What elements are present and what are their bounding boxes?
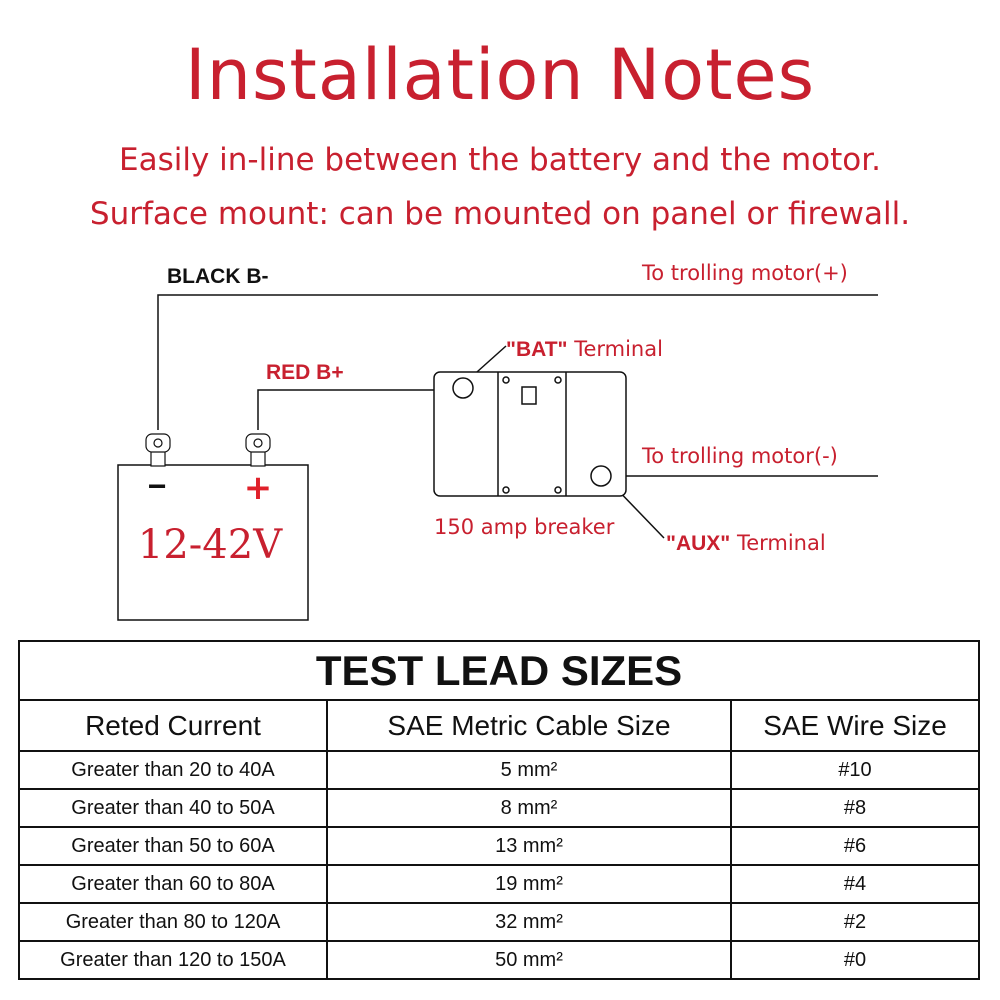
table-row <box>19 827 979 865</box>
aux-terminal-label: "AUX" Terminal <box>666 531 826 555</box>
cell-metric: 19 mm² <box>327 865 731 903</box>
cell-current: Greater than 120 to 150A <box>19 941 327 979</box>
cell-wire: #2 <box>731 903 979 941</box>
battery <box>118 434 308 620</box>
cell-current: Greater than 60 to 80A <box>19 865 327 903</box>
column-header-metric: SAE Metric Cable Size <box>327 700 731 751</box>
cell-current: Greater than 50 to 60A <box>19 827 327 865</box>
table-row <box>19 903 979 941</box>
cell-metric: 32 mm² <box>327 903 731 941</box>
bat-terminal-label: "BAT" Terminal <box>506 337 663 361</box>
test-lead-sizes-table <box>18 640 980 980</box>
table-row <box>19 789 979 827</box>
breaker-label: 150 amp breaker <box>434 515 615 539</box>
table-row <box>19 751 979 789</box>
table-title: TEST LEAD SIZES <box>19 641 979 700</box>
negative-post-icon <box>146 434 170 466</box>
cell-wire: #0 <box>731 941 979 979</box>
cell-wire: #8 <box>731 789 979 827</box>
cell-wire: #10 <box>731 751 979 789</box>
bat-terminal-icon <box>453 378 473 398</box>
circuit-breaker <box>434 372 626 496</box>
cell-metric: 50 mm² <box>327 941 731 979</box>
page-title: Installation Notes <box>184 34 816 116</box>
cell-wire: #6 <box>731 827 979 865</box>
note-surface-mount: Surface mount: can be mounted on panel or firewall. <box>89 196 911 232</box>
battery-voltage: 12-42V <box>137 522 283 568</box>
reset-button-icon <box>522 387 536 404</box>
battery-minus-sign: − <box>147 468 167 504</box>
red-wire-label: RED B+ <box>266 361 344 384</box>
column-header-wire: SAE Wire Size <box>731 700 979 751</box>
table-row <box>19 865 979 903</box>
cell-current: Greater than 80 to 120A <box>19 903 327 941</box>
red-wire <box>258 390 453 430</box>
cell-current: Greater than 40 to 50A <box>19 789 327 827</box>
motor-negative-label: To trolling motor(-) <box>642 444 838 468</box>
note-inline: Easily in-line between the battery and the motor. <box>119 142 881 178</box>
table-row <box>19 941 979 979</box>
cell-metric: 13 mm² <box>327 827 731 865</box>
battery-plus-sign: + <box>243 468 273 508</box>
black-wire-label: BLACK B- <box>167 265 269 288</box>
aux-terminal-icon <box>591 466 611 486</box>
cell-metric: 5 mm² <box>327 751 731 789</box>
cell-metric: 8 mm² <box>327 789 731 827</box>
cell-current: Greater than 20 to 40A <box>19 751 327 789</box>
positive-post-icon <box>246 434 270 466</box>
cell-wire: #4 <box>731 865 979 903</box>
motor-positive-label: To trolling motor(+) <box>642 261 848 285</box>
column-header-current: Reted Current <box>19 700 327 751</box>
